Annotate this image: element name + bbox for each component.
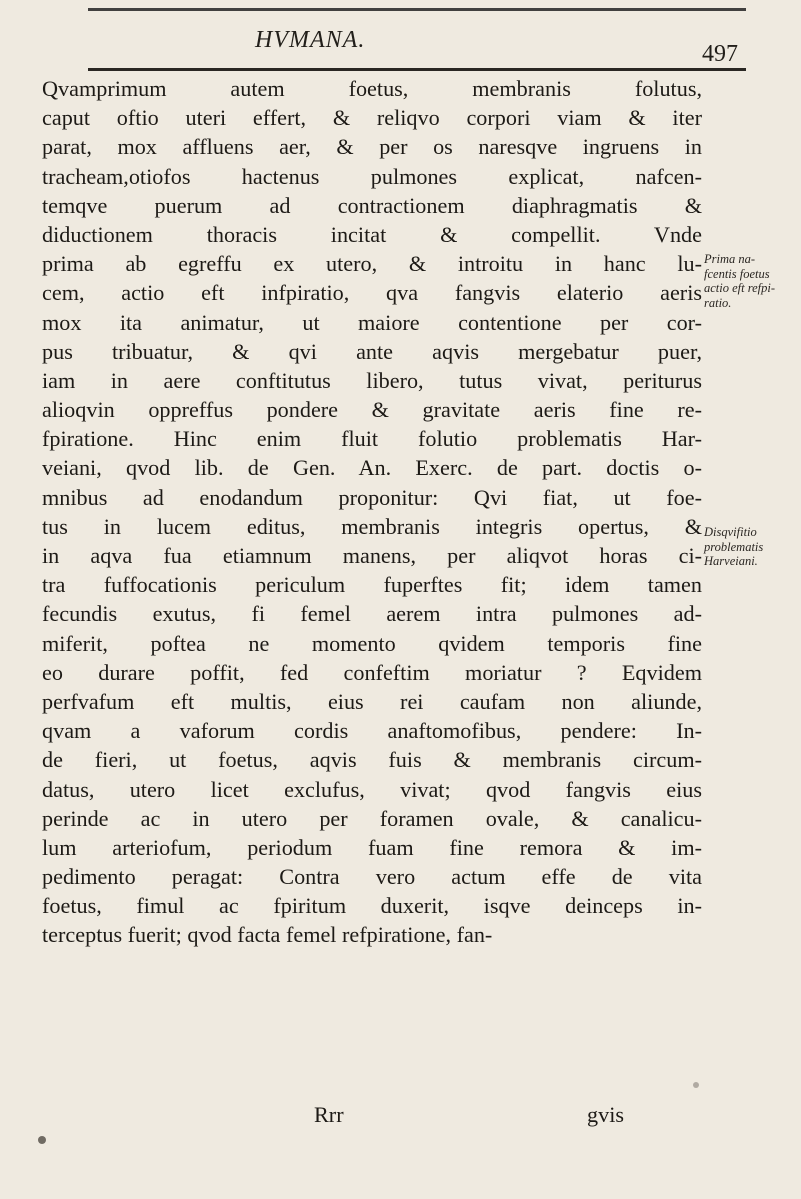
marginal-note-line: problematis (704, 539, 764, 554)
signature-mark: Rrr (314, 1102, 344, 1127)
text-line: pus tribuatur, & qvi ante aqvis mergebatur puer, (42, 338, 702, 364)
marginal-note-harvey (704, 525, 798, 569)
marginal-note-line: Prima na- (704, 252, 756, 266)
text-line: veiani, qvod lib. de Gen. An. Exerc. de part. doctis o- (42, 455, 702, 481)
header-rule (88, 68, 746, 71)
page-footer (42, 1102, 702, 1136)
body-text (42, 74, 702, 950)
text-line: cem, actio eft infpiratio, qva fangvis elaterio aeris (42, 280, 702, 306)
text-line: foetus, fimul ac fpiritum duxerit, isqve deinceps in- (42, 893, 702, 919)
text-line: parat, mox affluens aer, & per os naresqve ingruens in (42, 134, 702, 160)
text-line: caput oftio uteri effert, & reliqvo corpori viam & iter (42, 105, 702, 131)
text-line: mox ita animatur, ut maiore contentione per cor- (42, 309, 702, 335)
text-line: fpiratione. Hinc enim fluit folutio problematis Har- (42, 426, 702, 452)
text-line: alioqvin oppreffus pondere & gravitate aeris fine re- (42, 397, 702, 423)
text-line: tracheam,otiofos hactenus pulmones explicat, nafcen- (42, 163, 702, 189)
text-line: tus in lucem editus, membranis integris opertus, & (42, 513, 702, 539)
marginal-note-line: ratio. (704, 295, 732, 310)
text-line: qvam a vaforum cordis anaftomofibus, pendere: In- (42, 718, 702, 744)
text-line: miferit, poftea ne momento qvidem temporis fine (42, 630, 702, 656)
text-line: prima ab egreffu ex utero, & introitu in hanc lu- (42, 251, 702, 277)
marginal-note-line: Harveiani. (704, 554, 758, 569)
text-line: pedimento peragat: Contra vero actum effe de vita (42, 864, 702, 890)
page-number: 497 (702, 41, 738, 67)
text-line: perinde ac in utero per foramen ovale, & canalicu- (42, 805, 702, 831)
text-line: in aqva fua etiamnum manens, per aliqvot horas ci- (42, 543, 702, 568)
text-line: Qvamprimum autem foetus, membranis folutus, (42, 76, 702, 101)
running-head: HVMANA. (255, 27, 366, 53)
text-line: iam in aere conftitutus libero, tutus vivat, periturus (42, 367, 702, 393)
ink-speck (693, 1082, 699, 1088)
catchword: gvis (587, 1102, 624, 1127)
marginal-note-line: actio eft refpi- (704, 281, 776, 296)
text-line: mnibus ad enodandum proponitur: Qvi fiat, ut foe- (42, 484, 702, 510)
text-line: tra fuffocationis periculum fuperftes fit; idem tamen (42, 572, 702, 598)
text-line: temqve puerum ad contractionem diaphragmatis & (42, 192, 702, 218)
top-ornament-rule (88, 8, 746, 11)
text-line: lum arteriofum, periodum fuam fine remora & im- (42, 834, 702, 860)
text-line: fecundis exutus, fi femel aerem intra pulmones ad- (42, 601, 702, 627)
text-line: eo durare poffit, fed confeftim moriatur ? Eqvidem (42, 659, 702, 685)
marginal-note-respiration (704, 252, 798, 310)
text-line: diductionem thoracis incitat & compellit. Vnde (42, 221, 702, 247)
text-line: datus, utero licet exclufus, vivat; qvod fangvis eius (42, 776, 702, 802)
text-line: de fieri, ut foetus, aqvis fuis & membranis circum- (42, 747, 702, 773)
text-line: terceptus fuerit; qvod facta femel refpiratione, fan- (42, 922, 493, 948)
marginal-note-line: fcentis foetus (704, 266, 770, 281)
ink-speck (38, 1136, 46, 1144)
text-line: perfvafum eft multis, eius rei caufam non aliunde, (42, 688, 702, 714)
marginal-note-line: Disqvifitio (704, 525, 757, 539)
